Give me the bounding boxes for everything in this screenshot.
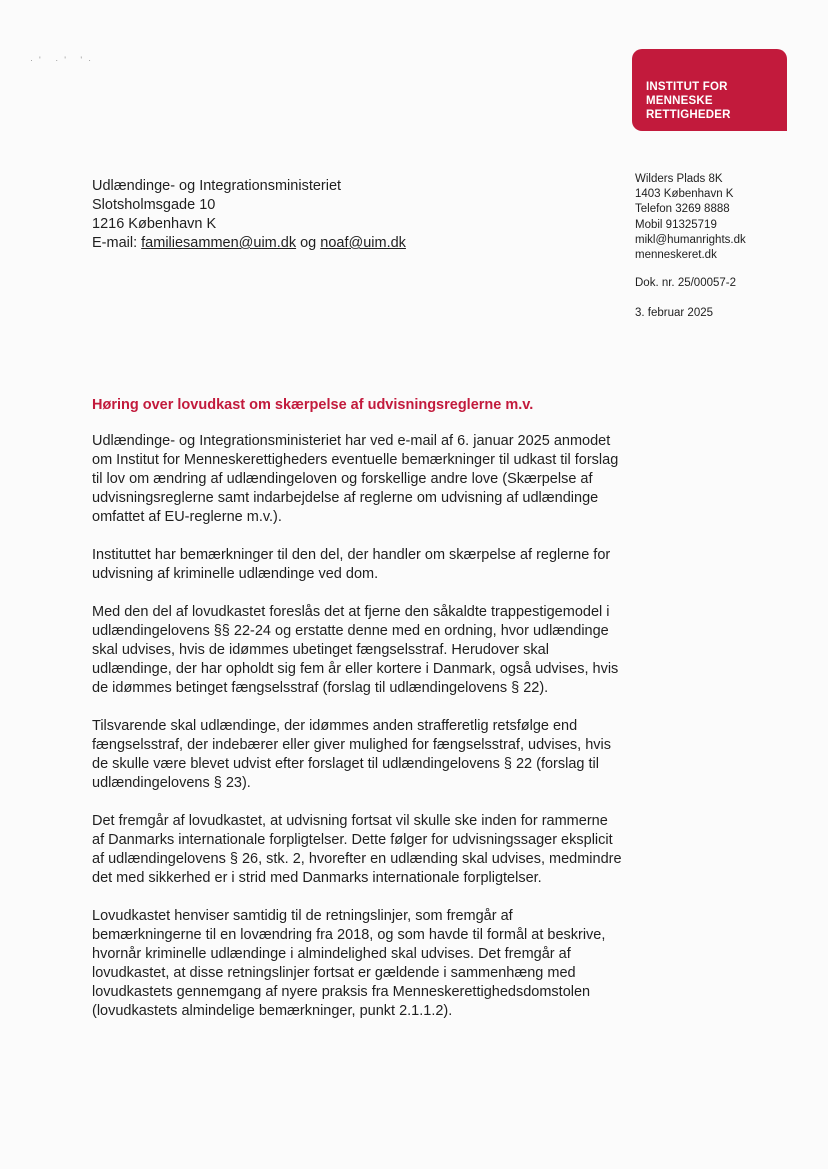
paragraph-2: Instituttet har bemærkninger til den del, der handler om skærpelse af reglerne for udvisning af kriminelle udlændinge ved dom. (92, 547, 611, 582)
recipient-email-line (92, 234, 406, 253)
logo-line-1: INSTITUT FOR (646, 81, 728, 93)
sender-website: menneskeret.dk (635, 249, 717, 262)
sender-city-line: 1403 København K (635, 188, 734, 201)
email-joiner: og (296, 235, 321, 251)
logo-line-3: RETTIGHEDER (646, 109, 731, 121)
recipient-city: 1216 København K (92, 216, 217, 232)
letter-date: 3. februar 2025 (635, 307, 714, 319)
scan-specks: ·' ·' '· (30, 55, 98, 65)
paragraph-1: Udlændinge- og Integrationsministeriet har ved e-mail af 6. januar 2025 anmodet om Institut for Menneskerettigheders eventuelle bemærkninger til udkast til forslag til lov om ændring af udlændingeloven og forskellige andre love (Skærpelse af udvisningsreglerne samt indarbejdelse af reglerne om udvisning af udlændinge omfattet af EU-reglerne m.v.). (92, 433, 619, 525)
sender-address-line: Wilders Plads 8K (635, 173, 723, 185)
email-link-noaf[interactable]: noaf@uim.dk (320, 235, 406, 251)
sender-contact (635, 172, 746, 263)
institute-logo (632, 49, 787, 131)
recipient-name: Udlændinge- og Integrationsministeriet (92, 178, 342, 194)
paragraph-4: Tilsvarende skal udlændinge, der idømmes anden strafferetlig retsfølge end fængselsstraf, der indebærer eller giver mulighed for fængselsstraf, udvises, hvis de skulle være blevet udvist efter forslaget til udlændingelovens § 22 (forslag til udlændingelovens § 23). (92, 718, 612, 791)
paragraph-6: Lovudkastet henviser samtidig til de retningslinjer, som fremgår af bemærkningerne til en lovændring fra 2018, og som havde til formål at beskrive, hvornår kriminelle udlændinge i almindelighed skal udvises. Det fremgår af lovudkastet, at disse retningslinjer fortsat er gældende i sammenhæng med lovudkastets gennemgang af nyere praksis fra Menneskerettighedsdomstolen (lovudkastets almindelige bemærkninger, punkt 2.1.1.2). (92, 908, 606, 1019)
paragraph-3: Med den del af lovudkastet foreslås det at fjerne den såkaldte trappestigemodel i udlændingelovens §§ 22-24 og erstatte denne med en ordning, hvor udlændinge skal udvises, hvis de idømmes ubetinget fængselsstraf. Herudover skal udlændinge, der har opholdt sig fem år eller kortere i Danmark, også udvises, hvis de idømmes betinget fængselsstraf (forslag til udlændingelovens § 22). (92, 604, 619, 696)
email-label: E-mail: (92, 235, 142, 251)
recipient-address (92, 177, 406, 253)
recipient-street: Slotsholmsgade 10 (92, 197, 216, 213)
letter-title: Høring over lovudkast om skærpelse af udvisningsreglerne m.v. (92, 397, 534, 413)
letter-body (92, 432, 652, 1040)
logo-line-2: MENNESKE (646, 95, 713, 107)
document-number: Dok. nr. 25/00057-2 (635, 277, 737, 289)
sender-mobile: Mobil 91325719 (635, 218, 717, 231)
sender-phone: Telefon 3269 8888 (635, 203, 730, 216)
sender-email: mikl@humanrights.dk (635, 233, 746, 246)
email-link-familiesammen[interactable]: familiesammen@uim.dk (141, 235, 297, 251)
paragraph-5: Det fremgår af lovudkastet, at udvisning fortsat vil skulle ske inden for rammerne af Danmarks internationale forpligtelser. Dette følger for udvisningssager eksplicit af udlændingelovens § 26, stk. 2, hvorefter en udlænding skal udvises, medmindre det med sikkerhed er i strid med Danmarks internationale forpligtelser. (92, 813, 622, 886)
